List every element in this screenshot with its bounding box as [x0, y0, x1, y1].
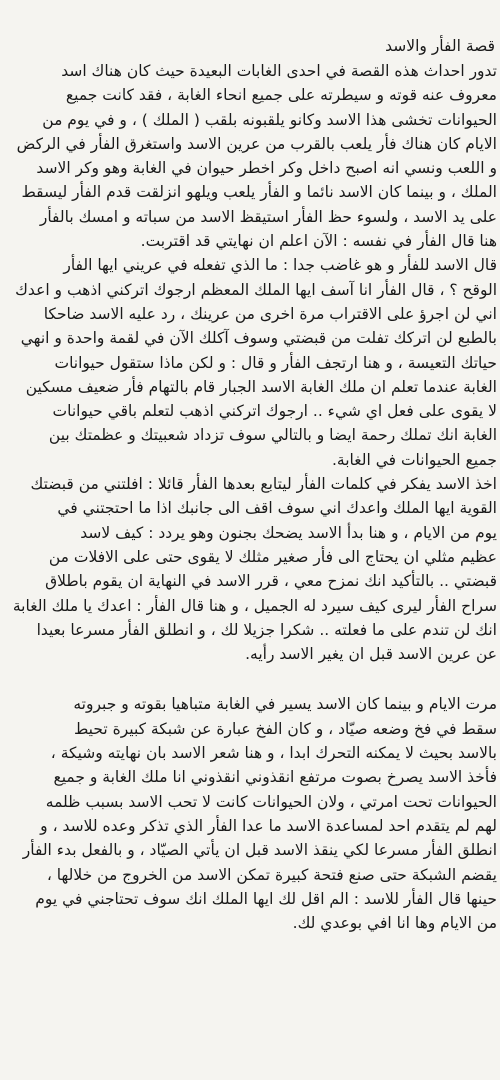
paragraph-line: من الايام وها انا افي بوعدي لك.: [292, 914, 497, 933]
story-paragraph-4: [3, 692, 497, 935]
paragraph-line: الوقح ؟ ، قال الفأر انا آسف ايها الملك المعظم ارجوك اتركني اذهب و اعدك: [15, 280, 497, 299]
paragraph-line: مرت الايام و بينما كان الاسد يسير في الغابة متباهيا بقوته و جبروته: [73, 695, 497, 714]
paragraph-line: الايام كان هناك فأر يلعب بالقرب من عرين الاسد واستغرق الفأر في الركض: [16, 134, 497, 153]
paragraph-gap: [3, 666, 497, 692]
paragraph-line: الحيوانات تخشى هذا الاسد وكانو يلقبونه بلقب ( الملك ) ، و في يوم من: [42, 110, 497, 129]
paragraph-line: قال الاسد للفأر و هو غاضب جدا : ما الذي تفعله في عريني ايها الفأر: [63, 256, 497, 275]
paragraph-line: يوم من الايام ، و هنا بدأ الاسد يضحك بجنون وهو يردد : كيف لاسد: [80, 523, 497, 542]
story-title: قصة الفأر والاسد: [385, 37, 495, 55]
paragraph-line: لا يقوى على فعل اي شيء .. ارجوك اتركني اذهب لتعلم باقي حيوانات: [52, 402, 497, 421]
paragraph-line: القوية ايها الملك واعدك اني سوف اقف الى جانبك اذا ما احتجتني في: [57, 499, 497, 518]
paragraph-line: بالطبع لن اتركك تفلت من قبضتي وسوف آكلك الآن في لقمة واحدة و انهي: [20, 329, 497, 348]
paragraph-line: جميع الحيوانات في الغابة.: [331, 450, 497, 469]
paragraph-line: على يد الاسد ، ولسوء حظ الفأر استيقظ الاسد من سباته و امسك بالفأر: [39, 207, 497, 226]
story-paragraph-3: [3, 472, 497, 666]
story-paragraph-1: [3, 59, 497, 253]
paragraph-line: تدور احداث هذه القصة في احدى الغابات البعيدة حيث كان هناك اسد: [61, 62, 497, 80]
paragraph-line: عظيم مثلي ان يحتاج الى فأر صغير مثلك لا يقوى حتى على الافلات من: [48, 547, 497, 566]
paragraph-line: يقضم الشبكة حتى صنع فتحة كبيرة تمكن الاسد من الخروج من خلالها ،: [46, 865, 497, 884]
paragraph-line: معروف عنه قوته و سيطرته على جميع انحاء الغابة ، فقد كانت جميع: [65, 86, 497, 105]
paragraph-line: سراح الفأر ليرى كيف سيرد له الجميل ، و هنا قال الفأر : اعدك يا ملك الغابة: [12, 596, 497, 615]
paragraph-line: فأخذ الاسد يصرخ بصوت مرتفع انقذوني انقذوني انا ملك الغابة و جميع: [53, 768, 497, 787]
paragraph-line: هنا قال الفأر في نفسه : الآن اعلم ان نهايتي قد اقتربت.: [140, 232, 497, 251]
story-paragraph-2: [3, 253, 497, 472]
paragraph-line: سقط في فخ وضعه صيّاد ، و كان الفخ عبارة عن شبكة كبيرة تحيط: [73, 719, 497, 738]
paragraph-line: انطلق الفأر مسرعا لكي ينقذ الاسد قبل ان يأتي الصيّاد ، و بالفعل بدء الفأر: [22, 841, 497, 860]
paragraph-line: عن عرين الاسد قبل ان يغير الاسد رأيه.: [245, 645, 497, 664]
paragraph-line: الحيوانات تحت امرتي ، ولان الحيوانات كانت لا تحب الاسد بسبب ظلمه: [45, 792, 497, 811]
paragraph-line: الملك ، و بينما كان الاسد نائما و الفأر يلعب ويلهو انزلقت قدم الفأر ليسقط: [21, 183, 497, 202]
paragraph-line: حياتك التعيسة ، و هنا ارتجف الفأر و قال : و لكن ماذا ستقول حيوانات: [54, 353, 497, 372]
paragraph-line: اخذ الاسد يفكر في كلمات الفأر ليتابع بعدها الفأر قائلا : افلتني من قبضتك: [30, 475, 497, 494]
paragraph-line: الغابة عندما تعلم ان ملك الغابة الاسد الجبار قام بالتهام فأر ضعيف مسكين: [25, 377, 497, 396]
paragraph-line: الغابة انك تملك رحمة ايضا و بالتالي سوف تزداد شعبيتك و عظمتك بين: [48, 426, 497, 445]
paragraph-line: قبضتي .. بالتأكيد انك نمزح معي ، قرر الاسد في النهاية ان يقوم باطلاق: [45, 572, 497, 591]
paragraph-line: اني لن اجرؤ على الاقتراب مرة اخرى من عرينك ، رد عليه الاسد ضاحكا: [43, 304, 497, 323]
paragraph-line: حينها قال الفأر للاسد : الم اقل لك ايها الملك انك سوف تحتاجني في يوم: [35, 889, 497, 908]
paragraph-line: لهم لم يتقدم احد لمساعدة الاسد ما عدا الفأر الذي تذكر وعده للاسد ، و: [40, 816, 497, 835]
paragraph-line: انك لن تندم على ما فعلته .. شكرا جزيلا لك ، و انطلق الفأر مسرعا بعيدا: [36, 620, 497, 639]
paragraph-line: و اللعب ونسي انه اصبح داخل وكر اخطر حيوان في الغابة وهو وكر الاسد: [36, 159, 497, 178]
paragraph-line: بالاسد بحيث لا يمكنه التحرك ابدا ، و هنا شعر الاسد بان نهايته وشيكة ،: [50, 744, 497, 763]
